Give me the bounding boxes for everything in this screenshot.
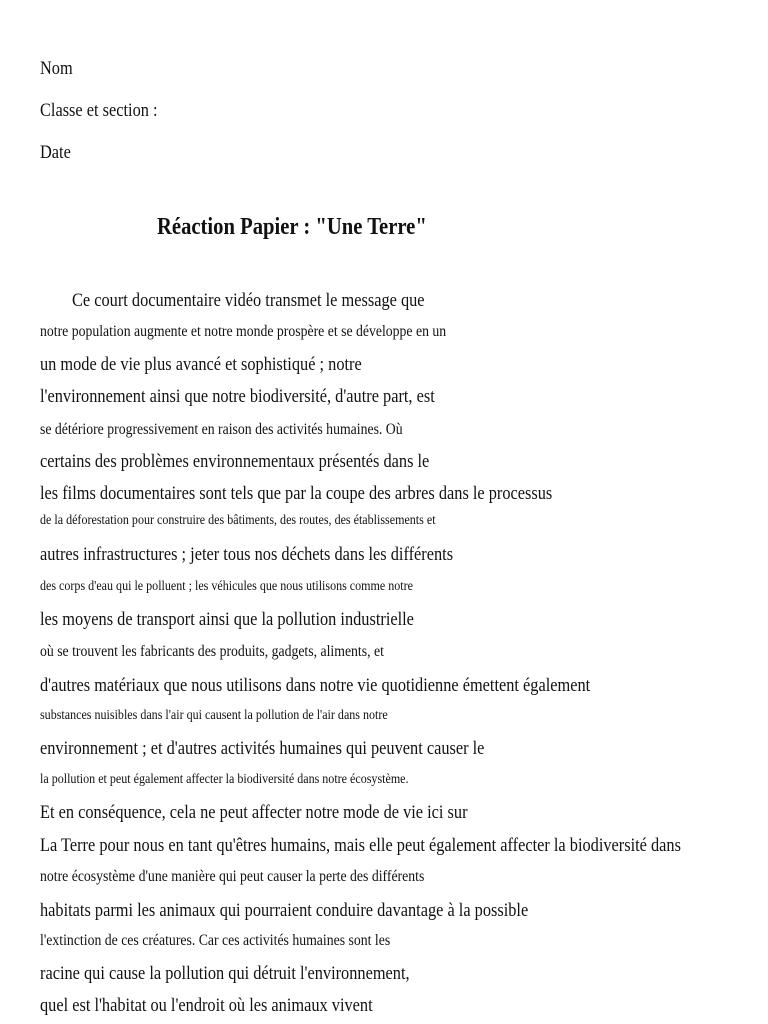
- body-line: environnement ; et d'autres activités humaines qui peuvent causer le: [40, 738, 485, 759]
- body-line: de la déforestation pour construire des bâtiments, des routes, des établissements et: [40, 513, 436, 528]
- body-line: Et en conséquence, cela ne peut affecter notre mode de vie ici sur: [40, 802, 468, 823]
- body-line: les moyens de transport ainsi que la pollution industrielle: [40, 609, 414, 630]
- body-line: quel est l'habitat ou l'endroit où les animaux vivent: [40, 995, 373, 1016]
- name-label: Nom: [40, 58, 73, 79]
- body-line: les films documentaires sont tels que par la coupe des arbres dans le processus: [40, 483, 553, 504]
- body-line: Ce court documentaire vidéo transmet le message que: [72, 290, 425, 311]
- body-line: des corps d'eau qui le polluent ; les véhicules que nous utilisons comme notre: [40, 579, 413, 594]
- body-line: certains des problèmes environnementaux présentés dans le: [40, 451, 430, 472]
- class-section-label: Classe et section :: [40, 100, 158, 121]
- body-line: l'environnement ainsi que notre biodiversité, d'autre part, est: [40, 386, 435, 407]
- body-line: où se trouvent les fabricants des produits, gadgets, aliments, et: [40, 643, 384, 660]
- document-title: Réaction Papier : "Une Terre": [157, 214, 427, 240]
- body-line: l'extinction de ces créatures. Car ces activités humaines sont les: [40, 932, 391, 949]
- body-line: autres infrastructures ; jeter tous nos déchets dans les différents: [40, 544, 454, 565]
- body-line: notre population augmente et notre monde prospère et se développe en un: [40, 323, 447, 340]
- body-line: un mode de vie plus avancé et sophistiqué ; notre: [40, 354, 362, 375]
- body-line: racine qui cause la pollution qui détruit l'environnement,: [40, 963, 410, 984]
- body-line: la pollution et peut également affecter la biodiversité dans notre écosystème.: [40, 772, 409, 787]
- body-line: d'autres matériaux que nous utilisons dans notre vie quotidienne émettent également: [40, 675, 591, 696]
- body-line: La Terre pour nous en tant qu'êtres humains, mais elle peut également affecter la biodiversité dans: [40, 835, 681, 856]
- body-line: se détériore progressivement en raison des activités humaines. Où: [40, 421, 403, 438]
- body-line: habitats parmi les animaux qui pourraient conduire davantage à la possible: [40, 900, 529, 921]
- date-label: Date: [40, 142, 71, 163]
- body-line: notre écosystème d'une manière qui peut causer la perte des différents: [40, 868, 425, 885]
- body-line: substances nuisibles dans l'air qui causent la pollution de l'air dans notre: [40, 708, 388, 723]
